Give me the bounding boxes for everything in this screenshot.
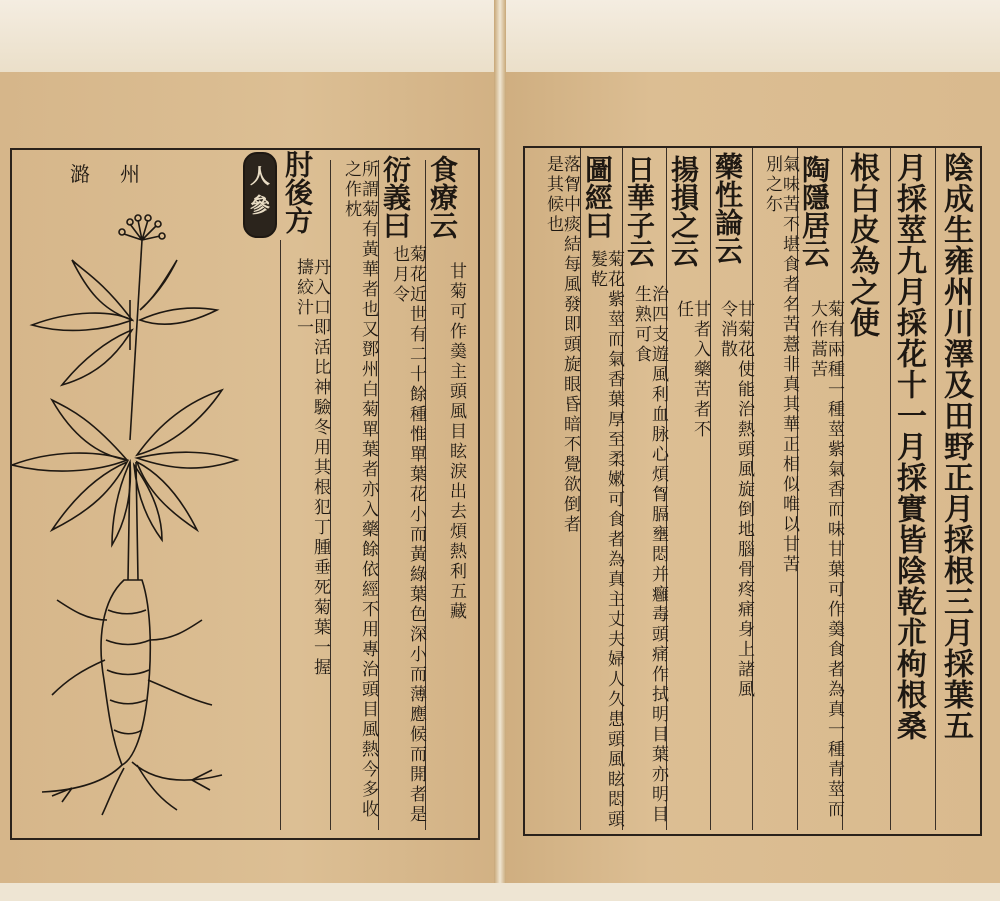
column-heading: 揚損之云 <box>667 155 700 267</box>
right-column-7-note <box>670 300 708 440</box>
ginseng-label-badge <box>243 152 277 238</box>
left-column-2 <box>379 155 412 239</box>
column-heading: 日華子云 <box>623 155 656 267</box>
column-heading: 圖經曰 <box>581 155 614 239</box>
column-heading: 陶隱居云 <box>798 155 831 267</box>
column-note: 治四支遊風利血脉心煩胷膈壅悶并癰毒頭痛作拭明目葉亦明目生熟可食 <box>631 285 668 825</box>
right-column-2 <box>891 152 926 832</box>
ginseng-plant-illustration <box>12 200 242 820</box>
column-note: 氣味苦不堪食者名苦薏非真其華正相似唯以甘苦別之尓 <box>762 155 799 575</box>
left-column-4-note <box>286 258 328 678</box>
right-column-7 <box>667 155 700 267</box>
column-note: 甘者入藥苦者不任 <box>673 300 710 440</box>
right-column-8-note <box>626 285 666 825</box>
left-column-2-note <box>384 245 424 825</box>
book-gutter <box>494 0 506 901</box>
left-column-3-note <box>334 160 376 820</box>
right-column-5-note <box>757 155 797 585</box>
left-column-1 <box>426 155 459 239</box>
column-text: 根白皮為之使 <box>844 152 879 338</box>
right-column-9-note <box>584 250 622 830</box>
column-rule <box>280 240 281 830</box>
column-note: 所謂菊有黃華者也又鄧州白菊單葉者亦入藥餘依經不用專治頭目風熱今多收之作枕 <box>341 160 378 820</box>
column-text: 陰成生雍州川澤及田野正月採根三月採葉五 <box>938 152 973 741</box>
column-heading: 藥性論云 <box>711 152 744 264</box>
right-column-6 <box>711 152 744 264</box>
column-heading: 衍義曰 <box>379 155 412 239</box>
right-column-4-note <box>802 300 842 830</box>
illustration-caption: 潞州 <box>70 162 170 186</box>
column-rule <box>330 160 331 830</box>
left-column-4 <box>281 150 314 234</box>
bottom-margin <box>0 883 1000 901</box>
right-column-1 <box>938 152 973 832</box>
right-column-10-note <box>536 155 578 535</box>
column-rule <box>378 160 379 830</box>
column-rule <box>580 148 581 830</box>
column-note: 丹入口即活比神驗冬用其根犯丁腫垂死菊葉一握擣絞汁一 <box>293 258 330 678</box>
badge-text: 人參 <box>250 164 270 217</box>
column-note: 菊有兩種一種莖紫氣香而味甘葉可作羮食者為真一種青莖而大作蒿苦 <box>807 300 844 820</box>
column-rule <box>935 148 936 830</box>
column-note: 甘菊可作羮主頭風目眩淚出去煩熱利五藏 <box>446 262 466 622</box>
right-column-3 <box>844 152 879 338</box>
right-column-4 <box>798 155 831 267</box>
column-note: 甘菊花使能治熱頭風旋倒地腦骨疼痛身上諸風令消散 <box>717 300 754 700</box>
right-column-8 <box>623 155 656 267</box>
right-column-6-note <box>714 300 752 700</box>
column-text: 月採莖九月採花十一月採實皆陰乾朮枸根桑 <box>891 152 926 741</box>
column-heading: 食療云 <box>426 155 459 239</box>
column-note: 菊花近世有二十餘種惟單葉花小而黃綠葉色深小而薄應候而開者是也月令 <box>389 245 426 825</box>
column-note: 落胷中痰結每風發即頭旋眼昏暗不覺欲倒者是其候也 <box>543 155 580 535</box>
column-heading: 肘後方 <box>281 150 314 234</box>
right-column-9 <box>581 155 614 239</box>
left-column-1-note-a <box>447 262 464 622</box>
column-note: 菊花紫莖而氣香葉厚至柔嫩可食者為真主丈夫婦人久患頭風眩悶頭髮乾 <box>587 250 624 830</box>
